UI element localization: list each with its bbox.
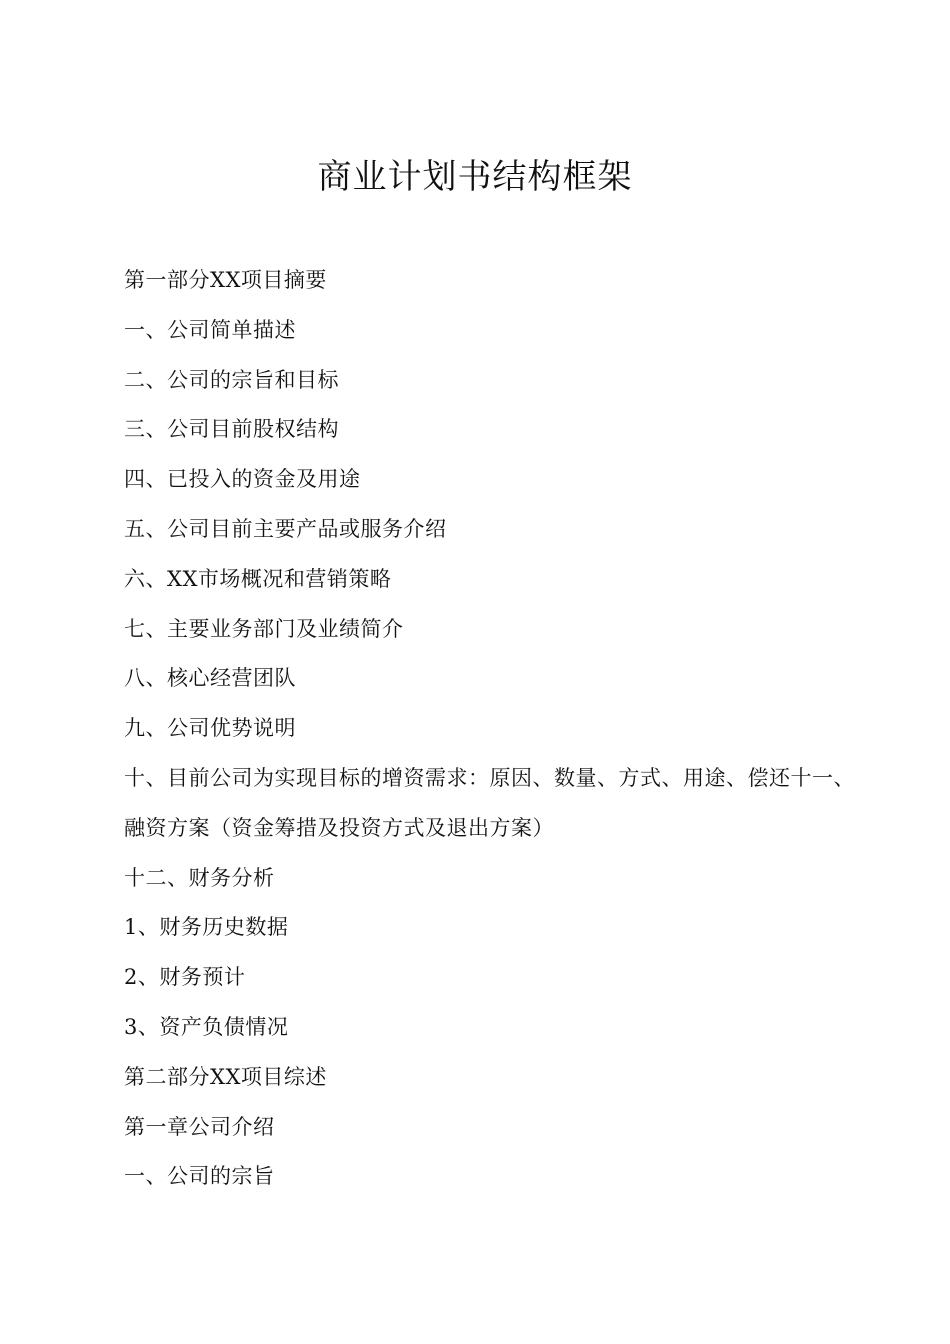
outline-line: 四、已投入的资金及用途: [124, 467, 361, 492]
outline-line: 一、公司的宗旨: [124, 1164, 275, 1189]
outline-line-part-2: 第二部分XX项目综述: [124, 1064, 327, 1089]
outline-subline: 3、资产负债情况: [124, 1014, 289, 1039]
outline-line: 二、公司的宗旨和目标: [124, 367, 339, 392]
outline-subline: 1、财务历史数据: [124, 915, 289, 940]
outline-line-part-1: 第一部分XX项目摘要: [124, 268, 327, 292]
outline-line: 一、公司简单描述: [124, 317, 296, 342]
document-title: 商业计划书结构框架: [317, 157, 633, 197]
outline-line: 七、主要业务部门及业绩简介: [124, 616, 404, 641]
outline-subline: 2、财务预计: [124, 965, 246, 990]
outline-line: 十二、财务分析: [124, 865, 275, 890]
outline-line: 六、XX市场概况和营销策略: [124, 566, 392, 591]
outline-line: 三、公司目前股权结构: [124, 417, 339, 442]
outline-line: 融资方案（资金筹措及投资方式及退出方案）: [124, 815, 554, 840]
outline-chapter-line: 第一章公司介绍: [124, 1114, 275, 1139]
outline-line: 九、公司优势说明: [124, 716, 296, 741]
outline-line: 五、公司目前主要产品或服务介绍: [124, 516, 447, 541]
outline-line: 八、核心经营团队: [124, 666, 296, 691]
outline-line: 十、目前公司为实现目标的增资需求：原因、数量、方式、用途、偿还十一、: [124, 765, 855, 790]
outline-list: [124, 262, 884, 1208]
